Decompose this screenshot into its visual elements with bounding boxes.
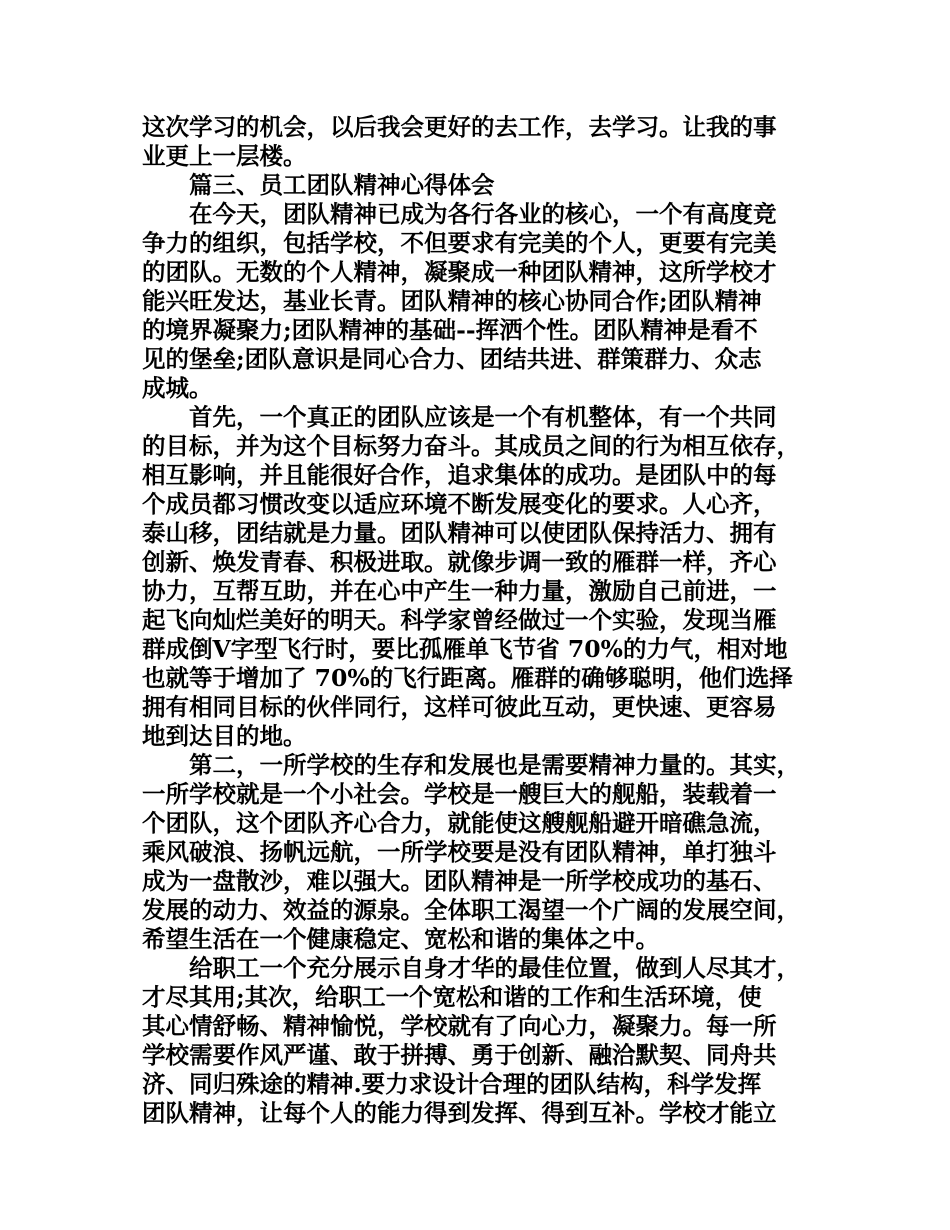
text-line: 其心情舒畅、精神愉悦，学校就有了向心力，凝聚力。每一所: [142, 1012, 777, 1040]
text-line: 乘风破浪、扬帆远航，一所学校要是没有团队精神，单打独斗: [142, 838, 777, 866]
text-line: 起飞向灿烂美好的明天。科学家曾经做过一个实验，发现当雁: [142, 606, 777, 634]
text-line: 团队精神，让每个人的能力得到发挥、得到互补。学校才能立: [142, 1099, 777, 1127]
text-line: 协力，互帮互助，并在心中产生一种力量，激励自己前进，一: [142, 577, 777, 605]
text-line: 能兴旺发达，基业长青。团队精神的核心协同合作;团队精神: [142, 287, 762, 315]
paragraph-first-line: 第二，一所学校的生存和发展也是需要精神力量的。其实，: [189, 751, 800, 779]
text-line: 学校需要作风严谨、敢于拼搏、勇于创新、融洽默契、同舟共: [142, 1041, 777, 1069]
text-line: 争力的组织，包括学校，不但要求有完美的个人，更要有完美: [142, 229, 777, 257]
text-line: 创新、焕发青春、积极进取。就像步调一致的雁群一样，齐心: [142, 548, 777, 576]
text-line: 的目标，并为这个目标努力奋斗。其成员之间的行为相互依存，: [142, 432, 800, 460]
text-line: 一所学校就是一个小社会。学校是一艘巨大的舰船，装载着一: [142, 780, 777, 808]
text-line: 相互影响，并且能很好合作，追求集体的成功。是团队中的每: [142, 461, 777, 489]
paragraph-first-line: 篇三、员工团队精神心得体会: [189, 171, 495, 199]
paragraph-first-line: 在今天，团队精神已成为各行各业的核心，一个有高度竞: [189, 200, 777, 228]
text-line: 泰山移，团结就是力量。团队精神可以使团队保持活力、拥有: [142, 519, 777, 547]
text-line: 群成倒V字型飞行时，要比孤雁单飞节省 70%的力气，相对地: [142, 635, 788, 663]
text-line: 也就等于增加了 70%的飞行距离。雁群的确够聪明，他们选择: [142, 664, 793, 692]
text-line: 成为一盘散沙，难以强大。团队精神是一所学校成功的基石、: [142, 867, 777, 895]
text-line: 地到达目的地。: [142, 722, 307, 750]
document-body: [142, 113, 832, 1128]
text-line: 济、同归殊途的精神.要力求设计合理的团队结构，科学发挥: [142, 1070, 762, 1098]
text-line: 的境界凝聚力;团队精神的基础--挥洒个性。团队精神是看不: [142, 316, 758, 344]
text-line: 见的堡垒;团队意识是同心合力、团结共进、群策群力、众志: [142, 345, 762, 373]
text-line: 的团队。无数的个人精神，凝聚成一种团队精神，这所学校才: [142, 258, 777, 286]
text-line: 业更上一层楼。: [142, 142, 307, 170]
text-line: 成城。: [142, 374, 213, 402]
text-line: 发展的动力、效益的源泉。全体职工渴望一个广阔的发展空间，: [142, 896, 800, 924]
text-line: 个成员都习惯改变以适应环境不断发展变化的要求。人心齐，: [142, 490, 777, 518]
text-line: 拥有相同目标的伙伴同行，这样可彼此互动，更快速、更容易: [142, 693, 777, 721]
text-line: 才尽其用;其次，给职工一个宽松和谐的工作和生活环境，使: [142, 983, 762, 1011]
paragraph-first-line: 首先，一个真正的团队应该是一个有机整体，有一个共同: [189, 403, 777, 431]
text-line: 个团队，这个团队齐心合力，就能使这艘舰船避开暗礁急流，: [142, 809, 777, 837]
text-line: 希望生活在一个健康稳定、宽松和谐的集体之中。: [142, 925, 659, 953]
paragraph-first-line: 给职工一个充分展示自身才华的最佳位置，做到人尽其才，: [189, 954, 800, 982]
text-line: 这次学习的机会，以后我会更好的去工作，去学习。让我的事: [142, 113, 777, 141]
